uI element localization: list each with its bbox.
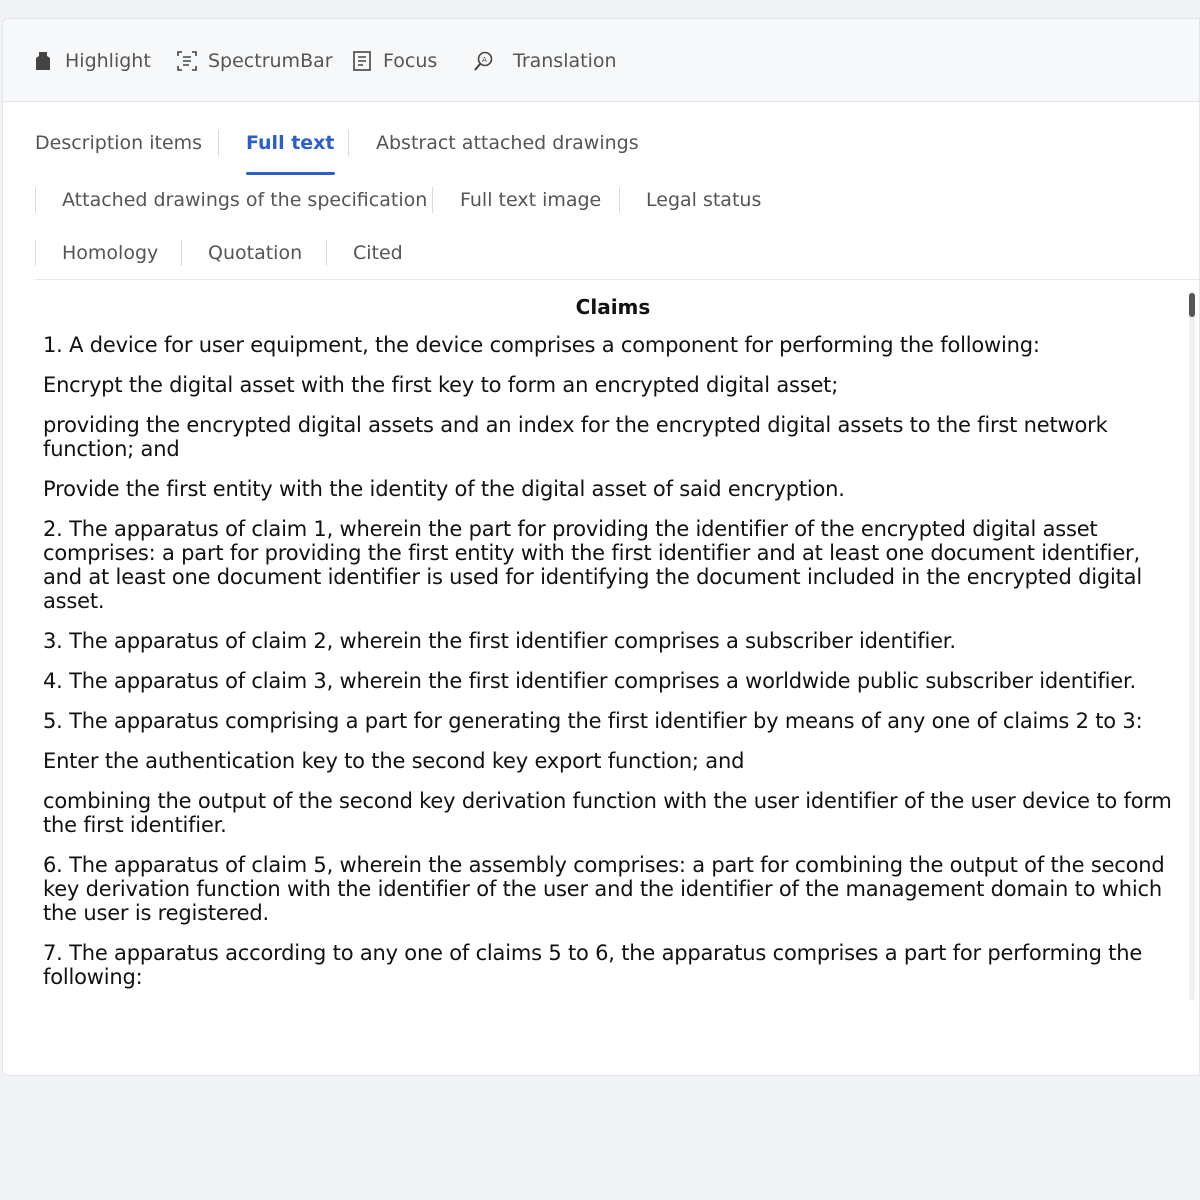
claim-paragraph: Provide the first entity with the identity of the digital asset of said encryption. <box>43 477 845 501</box>
tab-separator <box>35 187 36 213</box>
tab-separator <box>218 130 219 156</box>
tab-separator <box>35 240 36 266</box>
spectrumbar-label: SpectrumBar <box>208 50 333 72</box>
tabs-row-3 <box>3 233 1199 273</box>
claim-paragraph: Encrypt the digital asset with the first key to form an encrypted digital asset; <box>43 373 839 397</box>
tab-separator <box>432 187 433 213</box>
tab-legal-status[interactable]: Legal status <box>646 189 762 211</box>
focus-button[interactable] <box>351 45 437 77</box>
claim-paragraph: 3. The apparatus of claim 2, wherein the first identifier comprises a subscriber identifier. <box>43 629 956 653</box>
tab-attached-drawings-specification[interactable]: Attached drawings of the specification <box>62 189 428 211</box>
tab-separator <box>619 187 620 213</box>
claim-paragraph: 7. The apparatus according to any one of claims 5 to 6, the apparatus comprises a part for performing the following: <box>43 941 1143 989</box>
scrollbar-track[interactable] <box>1189 291 1195 1001</box>
tab-separator <box>181 240 182 266</box>
tab-cited[interactable]: Cited <box>353 242 403 264</box>
tab-separator <box>326 240 327 266</box>
tab-homology[interactable]: Homology <box>62 242 159 264</box>
claim-paragraph: 4. The apparatus of claim 3, wherein the first identifier comprises a worldwide public subscriber identifier. <box>43 669 1137 693</box>
toolbar <box>3 19 1199 102</box>
highlight-button[interactable] <box>33 45 151 77</box>
tab-abstract-attached-drawings[interactable]: Abstract attached drawings <box>376 132 639 154</box>
claim-paragraph: combining the output of the second key derivation function with the user identifier of the user device to form the first identifier. <box>43 789 1172 837</box>
patent-detail-panel <box>2 18 1200 1076</box>
claims-content[interactable] <box>43 291 1183 1071</box>
tab-separator <box>348 130 349 156</box>
claim-paragraph: Enter the authentication key to the second key export function; and <box>43 749 745 773</box>
tab-full-text[interactable]: Full text <box>246 123 335 163</box>
claim-paragraph: providing the encrypted digital assets and an index for the encrypted digital assets to the first network function; and <box>43 413 1108 461</box>
claim-paragraph: 2. The apparatus of claim 1, wherein the part for providing the identifier of the encrypted digital asset comprises: a part for providing the first entity with the first identifier and at least one document identifier, and at least one document identifier is used for identifying the document included in the encrypted digital asset. <box>43 517 1142 613</box>
tab-description-items[interactable]: Description items <box>35 132 203 154</box>
claim-paragraph: 5. The apparatus comprising a part for generating the first identifier by means of any one of claims 2 to 3: <box>43 709 1143 733</box>
claim-paragraph: 6. The apparatus of claim 5, wherein the assembly comprises: a part for combining the output of the second key derivation function with the identifier of the user and the identifier of the management domain to which the user is registered. <box>43 853 1165 925</box>
tabs-row-2 <box>3 180 1199 220</box>
translation-icon <box>473 50 495 72</box>
svg-text:A: A <box>482 56 487 64</box>
document-focus-icon <box>351 50 373 72</box>
focus-label: Focus <box>383 50 438 72</box>
tab-quotation[interactable]: Quotation <box>208 242 303 264</box>
claim-paragraph: 1. A device for user equipment, the device comprises a component for performing the following: <box>43 333 1040 357</box>
translation-button[interactable] <box>473 45 617 77</box>
spectrum-bar-icon <box>176 50 198 72</box>
tabs-divider <box>35 279 1199 280</box>
tab-full-text-image[interactable]: Full text image <box>460 189 602 211</box>
claims-title: Claims <box>575 295 651 319</box>
highlighter-icon <box>33 50 55 72</box>
spectrumbar-button[interactable] <box>176 45 333 77</box>
scrollbar-thumb[interactable] <box>1189 293 1195 317</box>
tabs-row-1 <box>3 123 1199 163</box>
highlight-label: Highlight <box>65 50 151 72</box>
translation-label: Translation <box>513 50 617 72</box>
